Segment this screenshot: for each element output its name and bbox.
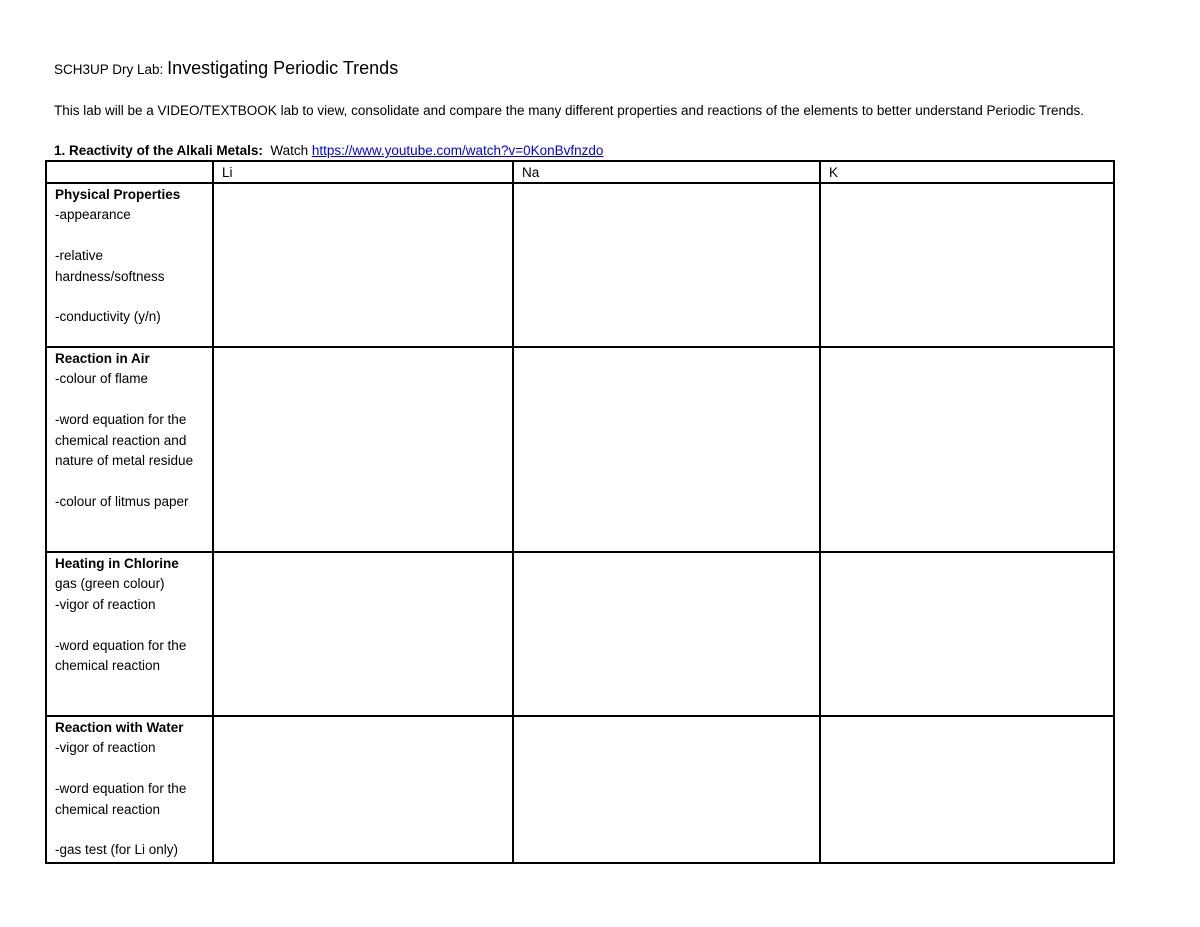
title-main: Investigating Periodic Trends xyxy=(167,58,399,78)
row-line: -colour of flame xyxy=(55,371,149,387)
row-line: -conductivity (y/n) xyxy=(55,309,161,325)
row-line: -word equation for the chemical reaction and nature of metal residue xyxy=(55,412,194,469)
observation-table xyxy=(45,160,1115,864)
section-number: 1. xyxy=(54,143,66,158)
answer-cell-k[interactable] xyxy=(820,347,1114,552)
table-header-row xyxy=(46,161,1114,183)
answer-cell-na[interactable] xyxy=(513,716,820,863)
video-link[interactable]: https://www.youtube.com/watch?v=0KonBvfnzdo xyxy=(311,143,604,158)
row-line: -gas test (for Li only) xyxy=(55,842,179,858)
row-heading: Reaction in Air xyxy=(55,351,150,366)
table-row xyxy=(46,552,1114,716)
row-label-physical xyxy=(46,183,213,347)
answer-cell-na[interactable] xyxy=(513,183,820,347)
document-title xyxy=(54,58,398,79)
answer-cell-li[interactable] xyxy=(213,183,513,347)
header-cell-li: Li xyxy=(213,161,513,183)
row-line: gas (green colour) xyxy=(55,576,165,592)
watch-label: Watch xyxy=(270,143,309,158)
row-heading: Heating in Chlorine xyxy=(55,556,179,571)
answer-cell-na[interactable] xyxy=(513,347,820,552)
section-heading xyxy=(54,141,603,161)
table-row xyxy=(46,347,1114,552)
answer-cell-k[interactable] xyxy=(820,552,1114,716)
intro-paragraph: This lab will be a VIDEO/TEXTBOOK lab to view, consolidate and compare the many different properties and reactions of the elements to better understand Periodic Trends. xyxy=(54,103,1085,118)
row-line: -appearance xyxy=(55,207,131,223)
table-row xyxy=(46,716,1114,863)
section-title: Reactivity of the Alkali Metals: xyxy=(69,143,263,158)
answer-cell-li[interactable] xyxy=(213,552,513,716)
table-row xyxy=(46,183,1114,347)
row-heading: Physical Properties xyxy=(55,187,181,202)
answer-cell-k[interactable] xyxy=(820,716,1114,863)
row-label-chlorine xyxy=(46,552,213,716)
header-cell-k: K xyxy=(820,161,1114,183)
header-cell-na: Na xyxy=(513,161,820,183)
row-heading: Reaction with Water xyxy=(55,720,184,735)
header-cell-blank xyxy=(46,161,213,183)
row-line: -relative hardness/softness xyxy=(55,248,165,284)
row-label-water xyxy=(46,716,213,863)
answer-cell-li[interactable] xyxy=(213,347,513,552)
title-prefix: SCH3UP Dry Lab: xyxy=(54,62,164,77)
row-line: -vigor of reaction xyxy=(55,596,156,612)
row-line: -colour of litmus paper xyxy=(55,493,189,509)
row-line: -vigor of reaction xyxy=(55,740,156,756)
row-line: -word equation for the chemical reaction xyxy=(55,781,187,817)
answer-cell-li[interactable] xyxy=(213,716,513,863)
row-label-air xyxy=(46,347,213,552)
answer-cell-k[interactable] xyxy=(820,183,1114,347)
row-line: -word equation for the chemical reaction xyxy=(55,637,187,674)
answer-cell-na[interactable] xyxy=(513,552,820,716)
